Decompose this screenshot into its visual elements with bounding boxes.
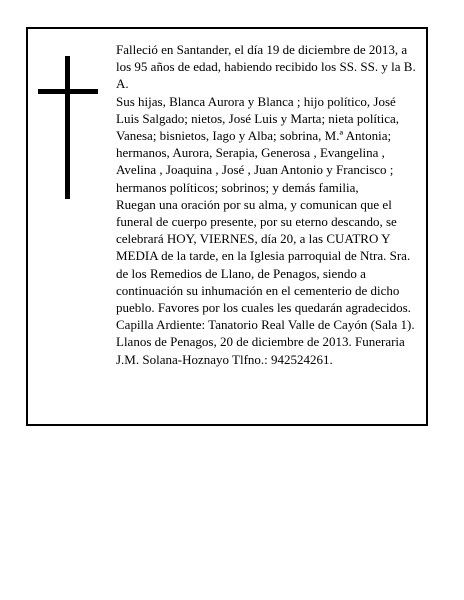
funeral-home-paragraph: Llanos de Penagos, 20 de diciembre de 2013. Funeraria J.M. Solana-Hoznayo Tlfno.: 942524261. (116, 334, 405, 367)
family-list-paragraph: Sus hijas, Blanca Aurora y Blanca ; hijo político, José Luis Salgado; nietos, José Luis y Marta; nieta política, Vanesa; bisnietos, Iago y Alba; sobrina, M.ª Antonia; hermanos, Aurora, Serapia, Generosa , Evangelina , Avelina , Joaquina , José , Juan Antonio y Francisco ; hermanos políticos; sobrinos; y demás familia, (116, 93, 400, 195)
latin-cross-icon (38, 56, 98, 199)
death-announcement-paragraph: Falleció en Santander, el día 19 de diciembre de 2013, a los 95 años de edad, habiendo recibido los SS. SS. y la B. A. (116, 42, 416, 92)
cross-vertical-bar (65, 56, 70, 199)
cross-horizontal-bar (38, 89, 98, 94)
obituary-notice (26, 27, 428, 426)
obituary-text (116, 41, 422, 368)
funeral-details-paragraph: Ruegan una oración por su alma, y comunican que el funeral de cuerpo presente, por su eterno descando, se celebrará HOY, VIERNES, día 20, a las CUATRO Y MEDIA de la tarde, en la Iglesia parroquial de Ntra. Sra. de los Remedios de Llano, de Penagos, siendo a continuación su inhumación en el cementerio de dicho pueblo. Favores por los cuales les quedarán agradecidos. Capilla Ardiente: Tanatorio Real Valle de Cayón (Sala 1). (116, 196, 415, 333)
